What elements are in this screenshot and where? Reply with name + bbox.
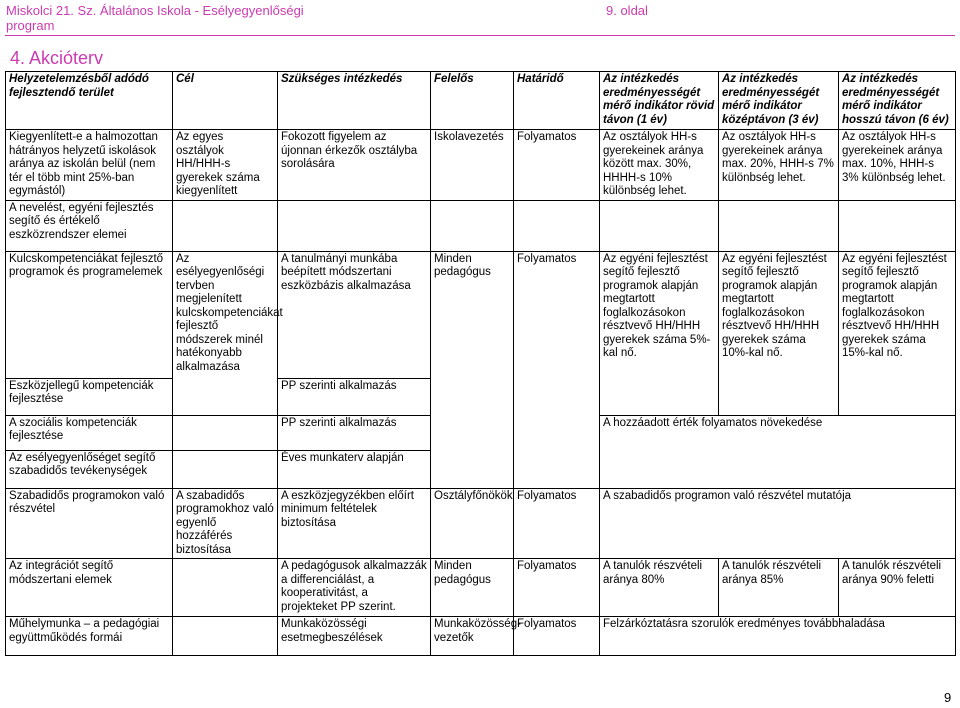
table-row (6, 617, 956, 656)
cell-measure: A eszközjegyzékben előírt minimum feltételek biztosítása (278, 488, 431, 559)
table-row (6, 559, 956, 617)
cell-short-term: Az osztályok HH-s gyerekeinek aránya között max. 30%, HHHH-s 10% különbség lehet. (600, 130, 719, 201)
header-page-number: 9. oldal (606, 3, 648, 18)
cell-area: Az integrációt segítő módszertani elemek (6, 559, 173, 617)
header-divider (5, 35, 955, 36)
header-school-name: Miskolci 21. Sz. Általános Iskola - Esélyegyenlőségi program (6, 3, 304, 33)
col-header-deadline: Határidő (514, 72, 600, 130)
cell-area: Kulcskompetenciákat fejlesztő programok és programelemek (6, 251, 173, 378)
cell-mid-term: Az osztályok HH-s gyerekeinek aránya max. 20%, HHH-s 7% különbség lehet. (719, 130, 839, 201)
cell-responsible: Minden pedagógus (431, 251, 514, 488)
cell-short-term: Az egyéni fejlesztést segítő fejlesztő programok alapján megtartott foglalkozásokon résztvevő HH/HHH gyerekek száma 5%-kal nő. (600, 251, 719, 415)
cell-responsible: Osztályfőnökök (431, 488, 514, 559)
cell-goal (173, 415, 278, 450)
col-header-area: Helyzetelemzésből adódó fejlesztendő terület (6, 72, 173, 130)
cell-measure: Fokozott figyelem az újonnan érkezők osztályba sorolására (278, 130, 431, 201)
cell-long-term: Az egyéni fejlesztést segítő fejlesztő programok alapján megtartott foglalkozásokon résztvevő HH/HHH gyerekek száma 15%-kal nő. (839, 251, 956, 415)
cell-responsible: Iskolavezetés (431, 130, 514, 201)
cell-area: A szociális kompetenciák fejlesztése (6, 415, 173, 450)
cell-deadline: Folyamatos (514, 559, 600, 617)
cell-responsible (431, 200, 514, 251)
cell-deadline: Folyamatos (514, 251, 600, 488)
cell-deadline: Folyamatos (514, 617, 600, 656)
cell-merged-indicator: Felzárkóztatásra szorulók eredményes továbbhaladása (600, 617, 956, 656)
table-row (6, 200, 956, 251)
cell-goal: A szabadidős programokhoz való egyenlő hozzáférés biztosítása (173, 488, 278, 559)
cell-long-term: Az osztályok HH-s gyerekeinek aránya max. 10%, HHH-s 3% különbség lehet. (839, 130, 956, 201)
cell-responsible: Munkaközösség-vezetők (431, 617, 514, 656)
cell-measure: A tanulmányi munkába beépített módszertani eszközbázis alkalmazása (278, 251, 431, 378)
table-row (6, 251, 956, 378)
col-header-mid-term: Az intézkedés eredményességét mérő indikátor középtávon (3 év) (719, 72, 839, 130)
cell-deadline: Folyamatos (514, 130, 600, 201)
cell-area: Az esélyegyenlőséget segítő szabadidős tevékenységek (6, 450, 173, 488)
cell-merged-indicator: A hozzáadott érték folyamatos növekedése (600, 415, 956, 488)
cell-goal (173, 450, 278, 488)
cell-short-term: A tanulók részvételi aránya 80% (600, 559, 719, 617)
cell-goal (173, 200, 278, 251)
table-row (6, 130, 956, 201)
col-header-goal: Cél (173, 72, 278, 130)
cell-measure: Éves munkaterv alapján (278, 450, 431, 488)
cell-area: Kiegyenlített-e a halmozottan hátrányos helyzetű iskolások aránya az iskolán belül (nem tér el több mint 25%-ban egymástól) (6, 130, 173, 201)
cell-measure: PP szerinti alkalmazás (278, 378, 431, 415)
cell-area: A nevelést, egyéni fejlesztés segítő és értékelő eszközrendszer elemei (6, 200, 173, 251)
page-header (0, 0, 960, 46)
cell-area: Eszközjellegű kompetenciák fejlesztése (6, 378, 173, 415)
table-header-row (6, 72, 956, 130)
cell-mid-term (719, 200, 839, 251)
cell-measure: PP szerinti alkalmazás (278, 415, 431, 450)
cell-long-term: A tanulók részvételi aránya 90% feletti (839, 559, 956, 617)
cell-goal: Az egyes osztályok HH/HHH-s gyerekek száma kiegyenlített (173, 130, 278, 201)
col-header-short-term: Az intézkedés eredményességét mérő indikátor rövid távon (1 év) (600, 72, 719, 130)
section-title: 4. Akcióterv (10, 48, 104, 68)
cell-area: Szabadidős programokon való részvétel (6, 488, 173, 559)
cell-deadline: Folyamatos (514, 488, 600, 559)
cell-goal (173, 559, 278, 617)
cell-measure: A pedagógusok alkalmazzák a differenciálást, a kooperativitást, a projekteket PP szerint. (278, 559, 431, 617)
col-header-long-term: Az intézkedés eredményességét mérő indikátor hosszú távon (6 év) (839, 72, 956, 130)
cell-goal (173, 617, 278, 656)
cell-measure (278, 200, 431, 251)
cell-mid-term: A tanulók részvételi aránya 85% (719, 559, 839, 617)
table-row (6, 488, 956, 559)
cell-merged-indicator: A szabadidős programon való részvétel mutatója (600, 488, 956, 559)
cell-area: Műhelymunka – a pedagógiai együttműködés formái (6, 617, 173, 656)
cell-goal: Az esélyegyenlőségi tervben megjelenített kulcskompetenciákat fejlesztő módszerek minél hatékonyabb alkalmazása (173, 251, 278, 415)
cell-deadline (514, 200, 600, 251)
cell-long-term (839, 200, 956, 251)
cell-mid-term: Az egyéni fejlesztést segítő fejlesztő programok alapján megtartott foglalkozásokon résztvevő HH/HHH gyerekek száma 10%-kal nő. (719, 251, 839, 415)
col-header-measure: Szükséges intézkedés (278, 72, 431, 130)
cell-responsible: Minden pedagógus (431, 559, 514, 617)
action-plan-table (5, 71, 956, 656)
cell-measure: Munkaközösségi esetmegbeszélések (278, 617, 431, 656)
col-header-responsible: Felelős (431, 72, 514, 130)
cell-short-term (600, 200, 719, 251)
footer-page-number: 9 (944, 690, 952, 705)
